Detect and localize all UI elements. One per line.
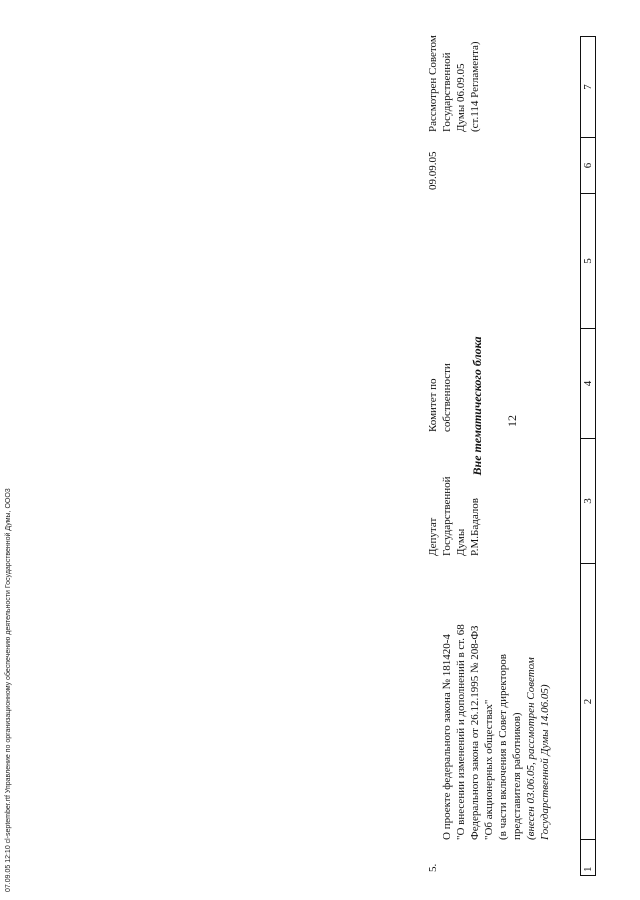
date: 09.09.05: [427, 151, 439, 190]
remark: Рассмотрен Советом Государственной Думы 06.09.05 (ст.114 Регламента): [427, 35, 481, 132]
column-header: 3: [581, 438, 595, 563]
page-number: 12: [505, 415, 519, 427]
committee: Комитет по собственности: [427, 363, 453, 432]
document-page: [20, 16, 620, 876]
footer-line: 07.09.05 12:10 cl-september.rtf Управление по организационному обеспечению деятельности Государственной Думы, ООО3: [5, 488, 12, 892]
bill-title: [426, 540, 454, 840]
column-header: 1: [581, 839, 595, 875]
column-header: 4: [581, 328, 595, 438]
section-title: Вне тематического блока: [470, 336, 484, 476]
column-header: 5: [581, 193, 595, 328]
bill-description: [426, 540, 552, 840]
table-header-row: [580, 36, 596, 876]
row-number: 5.: [427, 863, 439, 872]
column-header: 7: [582, 84, 594, 90]
initiator: Депутат Государственной Думы Р.М.Бадалов: [427, 476, 481, 556]
bill-note: (внесен 03.06.05, рассмотрен Советом Государственной Думы 14.06.05): [525, 657, 551, 840]
column-header: 2: [581, 563, 595, 839]
column-header: 6: [581, 137, 595, 193]
bill-title-text: О проекте федерального закона № 181420-4: [441, 634, 453, 840]
bill-body: "О внесении изменений и дополнений в ст. 68 Федерального закона от 26.12.1995 № 208-ФЗ "Об акционерных обществах" (в части включения в Совет директоров представителя работников): [455, 624, 523, 840]
